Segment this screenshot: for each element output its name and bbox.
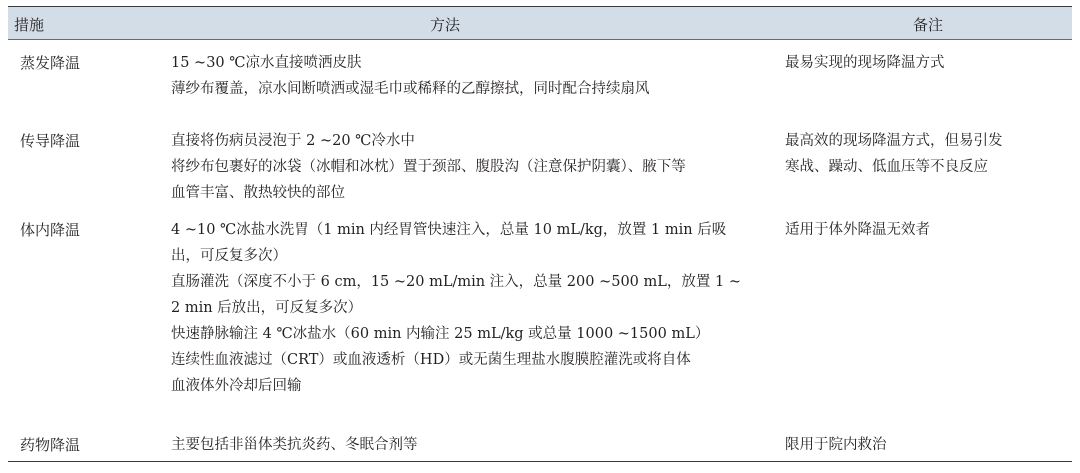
row-notes [785, 50, 1070, 76]
method-line: 2 min 后放出，可反复多次） [171, 300, 363, 316]
method-line: 出，可反复多次） [171, 248, 287, 264]
method-line: 血管丰富、散热较快的部位 [171, 185, 345, 201]
note-line: 最高效的现场降温方式，但易引发 [785, 133, 1003, 149]
row-methods [171, 128, 771, 206]
header-method: 方法 [430, 16, 461, 34]
cooling-measures-table [8, 6, 1072, 462]
note-line: 限用于院内救治 [785, 437, 887, 453]
table-bottom-rule [8, 461, 1072, 462]
note-line: 最易实现的现场降温方式 [785, 55, 945, 71]
method-line: 直肠灌洗（深度不小于 6 cm，15 ~20 mL/min 注入，总量 200 ~500 mL，放置 1 ~ [171, 274, 741, 290]
row-category: 蒸发降温 [20, 54, 81, 72]
method-line: 直接将伤病员浸泡于 2 ~20 ℃冷水中 [171, 133, 415, 149]
table-row [8, 50, 1072, 128]
row-notes [785, 128, 1070, 180]
note-line: 寒战、躁动、低血压等不良反应 [785, 159, 988, 175]
row-methods [171, 432, 771, 458]
method-line: 主要包括非甾体类抗炎药、冬眠合剂等 [171, 437, 418, 453]
note-line: 适用于体外降温无效者 [785, 222, 930, 238]
row-category: 传导降温 [20, 132, 81, 150]
row-methods [171, 50, 771, 102]
header-note: 备注 [913, 16, 944, 34]
method-line: 血液体外冷却后回输 [171, 378, 302, 394]
table-header [8, 6, 1072, 40]
table-row [8, 217, 1072, 432]
row-methods [171, 217, 771, 399]
header-measure: 措施 [14, 16, 45, 34]
method-line: 4 ~10 ℃冰盐水洗胃（1 min 内经胃管快速注入，总量 10 mL/kg，放置 1 min 后吸 [171, 222, 727, 238]
row-notes [785, 217, 1070, 243]
method-line: 15 ~30 ℃凉水直接喷洒皮肤 [171, 55, 362, 71]
method-line: 薄纱布覆盖，凉水间断喷洒或湿毛巾或稀释的乙醇擦拭，同时配合持续扇风 [171, 81, 650, 97]
method-line: 连续性血液滤过（CRT）或血液透析（HD）或无菌生理盐水腹膜腔灌洗或将自体 [171, 352, 691, 368]
table-row [8, 128, 1072, 217]
row-category: 体内降温 [20, 221, 81, 239]
table-row [8, 432, 1072, 462]
row-category: 药物降温 [20, 436, 81, 454]
method-line: 将纱布包裹好的冰袋（冰帽和冰枕）置于颈部、腹股沟（注意保护阴囊）、腋下等 [171, 159, 686, 175]
row-notes [785, 432, 1070, 458]
method-line: 快速静脉输注 4 ℃冰盐水（60 min 内输注 25 mL/kg 或总量 1000 ~1500 mL） [171, 326, 710, 342]
